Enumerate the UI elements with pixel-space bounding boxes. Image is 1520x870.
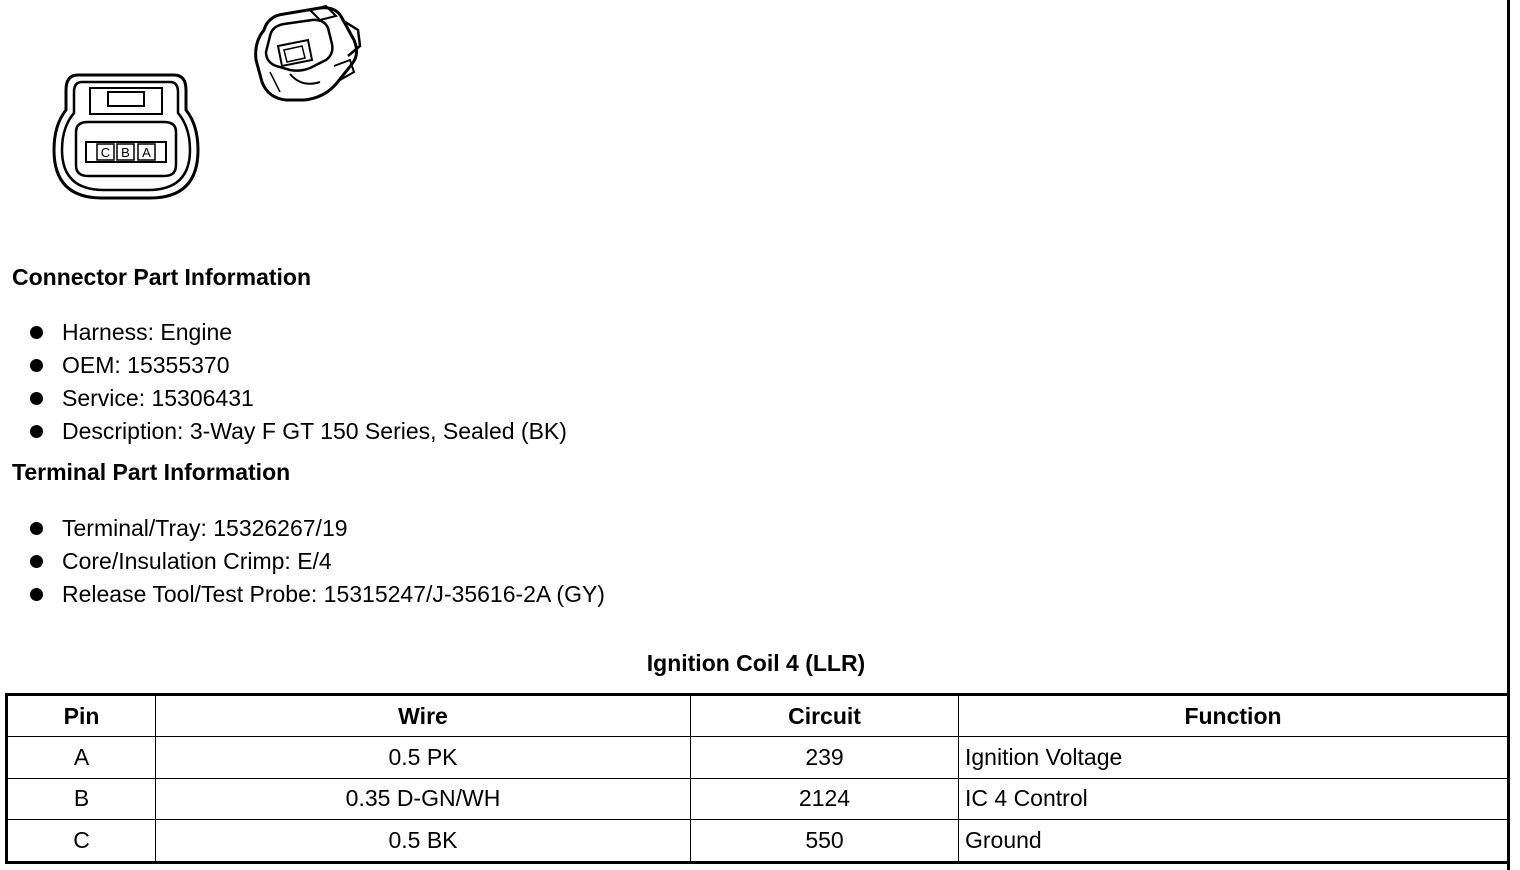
list-item	[0, 545, 605, 578]
table-row	[7, 778, 1509, 820]
cavity-label: B	[121, 145, 130, 160]
bullet-icon	[30, 555, 43, 568]
list-item	[0, 382, 567, 415]
list-item-text: Release Tool/Test Probe: 15315247/J-35616-2A (GY)	[62, 581, 605, 607]
function-cell: Ground	[959, 820, 1509, 863]
circuit-cell: 2124	[691, 778, 959, 820]
terminal-info-heading: Terminal Part Information	[12, 459, 291, 485]
wire-cell: 0.5 PK	[156, 737, 691, 779]
bullet-icon	[30, 392, 43, 405]
terminal-info-list	[0, 512, 605, 611]
circuit-cell: 239	[691, 737, 959, 779]
bullet-icon	[30, 425, 43, 438]
connector-info-heading: Connector Part Information	[12, 264, 312, 290]
table-header-row	[7, 695, 1509, 737]
function-cell: Ignition Voltage	[959, 737, 1509, 779]
circuit-cell: 550	[691, 820, 959, 863]
function-cell: IC 4 Control	[959, 778, 1509, 820]
cavity-label: A	[142, 145, 151, 160]
pin-table-title: Ignition Coil 4 (LLR)	[646, 650, 866, 676]
bullet-icon	[30, 588, 43, 601]
list-item	[0, 578, 605, 611]
list-item-text: Core/Insulation Crimp: E/4	[62, 548, 332, 574]
list-item	[0, 512, 605, 545]
column-header-pin: Pin	[7, 695, 156, 737]
column-header-wire: Wire	[156, 695, 691, 737]
pin-table	[5, 693, 1510, 864]
list-item-text: OEM: 15355370	[62, 352, 230, 378]
bullet-icon	[30, 326, 43, 339]
wire-cell: 0.35 D-GN/WH	[156, 778, 691, 820]
cavity-label: C	[100, 145, 111, 160]
list-item-text: Harness: Engine	[62, 319, 233, 345]
connector-info-list	[0, 316, 567, 448]
bullet-icon	[30, 522, 43, 535]
list-item-text: Service: 15306431	[62, 385, 254, 411]
column-header-circuit: Circuit	[691, 695, 959, 737]
pin-cell: B	[7, 778, 156, 820]
list-item-text: Description: 3-Way F GT 150 Series, Sealed (BK)	[62, 418, 567, 444]
pin-cell: C	[7, 820, 156, 863]
connector-isometric-diagram	[250, 2, 368, 104]
list-item	[0, 349, 567, 382]
column-header-function: Function	[959, 695, 1509, 737]
list-item-text: Terminal/Tray: 15326267/19	[62, 515, 348, 541]
list-item	[0, 415, 567, 448]
list-item	[0, 316, 567, 349]
table-row	[7, 820, 1509, 863]
table-row	[7, 737, 1509, 779]
connector-face-diagram	[50, 70, 202, 204]
pin-cell: A	[7, 737, 156, 779]
bullet-icon	[30, 359, 43, 372]
wire-cell: 0.5 BK	[156, 820, 691, 863]
